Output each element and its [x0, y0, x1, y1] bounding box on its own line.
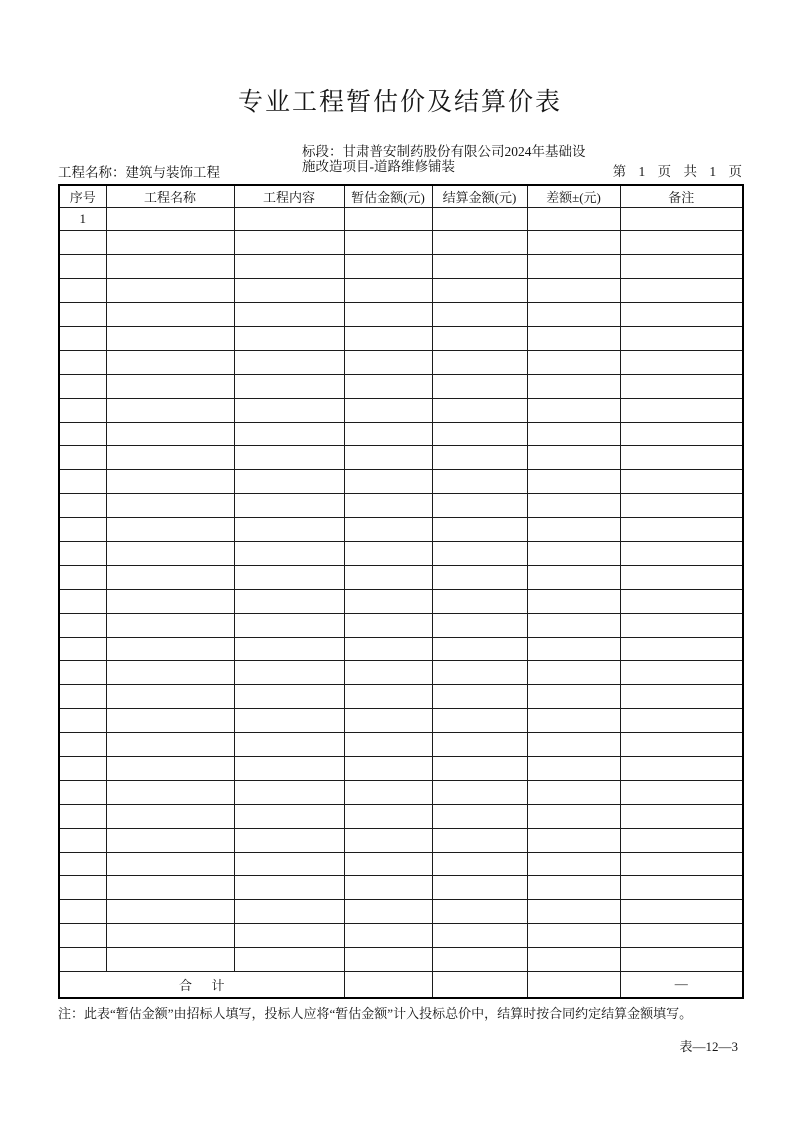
- table-cell: [59, 350, 106, 374]
- column-header-remark: 备注: [620, 185, 743, 207]
- table-row: [59, 303, 743, 327]
- table-cell: [234, 589, 344, 613]
- table-cell: [106, 541, 234, 565]
- table-cell: [432, 924, 527, 948]
- table-row: [59, 733, 743, 757]
- table-row: [59, 326, 743, 350]
- table-cell: [620, 613, 743, 637]
- table-row: [59, 613, 743, 637]
- table-cell: [59, 374, 106, 398]
- table-cell: [344, 470, 432, 494]
- table-cell: [234, 494, 344, 518]
- table-cell: [234, 279, 344, 303]
- table-cell: [527, 255, 620, 279]
- table-cell: [620, 231, 743, 255]
- table-cell: 1: [59, 207, 106, 231]
- table-row: [59, 255, 743, 279]
- table-cell: [106, 948, 234, 972]
- table-cell: [234, 876, 344, 900]
- table-cell: [432, 589, 527, 613]
- table-cell: [620, 924, 743, 948]
- table-cell: [344, 948, 432, 972]
- table-cell: [527, 613, 620, 637]
- table-cell: [620, 303, 743, 327]
- table-row: [59, 852, 743, 876]
- table-cell: [620, 948, 743, 972]
- table-cell: [527, 398, 620, 422]
- table-row: [59, 876, 743, 900]
- table-cell: [106, 494, 234, 518]
- table-footer: [59, 972, 743, 998]
- table-row: [59, 398, 743, 422]
- table-row: [59, 589, 743, 613]
- table-cell: [234, 422, 344, 446]
- table-cell: [59, 613, 106, 637]
- table-cell: [59, 852, 106, 876]
- table-cell: [344, 518, 432, 542]
- table-cell: [527, 279, 620, 303]
- table-cell: [106, 207, 234, 231]
- table-cell: [106, 565, 234, 589]
- total-row: [59, 972, 743, 998]
- table-cell: [234, 948, 344, 972]
- table-cell: [106, 661, 234, 685]
- table-cell: [106, 231, 234, 255]
- table-row: [59, 350, 743, 374]
- table-cell: [620, 494, 743, 518]
- table-row: [59, 948, 743, 972]
- table-cell: [432, 613, 527, 637]
- table-cell: [432, 518, 527, 542]
- column-header-name: 工程名称: [106, 185, 234, 207]
- table-cell: [59, 326, 106, 350]
- table-cell: [59, 876, 106, 900]
- table-cell: [620, 374, 743, 398]
- column-header-settlement: 结算金额(元): [432, 185, 527, 207]
- table-cell: [432, 231, 527, 255]
- table-cell: [527, 756, 620, 780]
- table-cell: [106, 804, 234, 828]
- table-cell: [59, 589, 106, 613]
- table-cell: [620, 780, 743, 804]
- table-cell: [106, 589, 234, 613]
- section-label-line2: 施改造项目-道路维修铺装: [302, 159, 455, 174]
- project-name-label: 工程名称：建筑与装饰工程: [58, 165, 220, 180]
- form-number: 表—12—3: [679, 1039, 738, 1054]
- table-row: [59, 446, 743, 470]
- table-cell: [527, 589, 620, 613]
- table-cell: [527, 924, 620, 948]
- table-cell: [106, 350, 234, 374]
- total-label: 合 计: [59, 972, 344, 998]
- table-cell: [527, 422, 620, 446]
- table-cell: [59, 541, 106, 565]
- table-cell: [527, 685, 620, 709]
- table-cell: [106, 924, 234, 948]
- table-cell: [234, 637, 344, 661]
- table-row: [59, 541, 743, 565]
- table-cell: [106, 422, 234, 446]
- table-cell: [59, 948, 106, 972]
- table-row: [59, 279, 743, 303]
- table-cell: [234, 565, 344, 589]
- table-cell: [620, 565, 743, 589]
- table-cell: [59, 756, 106, 780]
- table-row: [59, 924, 743, 948]
- table-cell: [620, 518, 743, 542]
- page-title: 专业工程暂估价及结算价表: [237, 89, 562, 116]
- table-cell: [106, 255, 234, 279]
- section-label: [302, 144, 602, 174]
- table-cell: [344, 231, 432, 255]
- table-cell: [432, 494, 527, 518]
- table-cell: [234, 255, 344, 279]
- table-cell: [620, 279, 743, 303]
- table-cell: [432, 948, 527, 972]
- table-cell: [234, 231, 344, 255]
- column-header-provisional: 暂估金额(元): [344, 185, 432, 207]
- table-cell: [620, 685, 743, 709]
- table-cell: [620, 470, 743, 494]
- table-cell: [234, 303, 344, 327]
- table-cell: [344, 828, 432, 852]
- table-cell: [106, 470, 234, 494]
- table-header: [59, 185, 743, 207]
- table-cell: [106, 374, 234, 398]
- page-counter: 第 1 页 共 1 页: [612, 164, 742, 179]
- table-row: [59, 518, 743, 542]
- table-cell: [527, 876, 620, 900]
- table-cell: [432, 876, 527, 900]
- table-cell: [234, 350, 344, 374]
- table-row: [59, 637, 743, 661]
- table-cell: [106, 756, 234, 780]
- table-cell: [527, 494, 620, 518]
- table-cell: [234, 756, 344, 780]
- table-cell: [59, 709, 106, 733]
- table-cell: [527, 661, 620, 685]
- table-cell: [59, 398, 106, 422]
- table-cell: [59, 733, 106, 757]
- table-cell: [527, 446, 620, 470]
- table-cell: [527, 733, 620, 757]
- table-cell: [106, 613, 234, 637]
- total-settlement-cell: [432, 972, 527, 998]
- header-row: [59, 185, 743, 207]
- table-cell: [106, 733, 234, 757]
- table-cell: [432, 470, 527, 494]
- table-cell: [527, 303, 620, 327]
- table-cell: [527, 637, 620, 661]
- table-cell: [620, 852, 743, 876]
- table-cell: [344, 422, 432, 446]
- table-cell: [234, 541, 344, 565]
- table-cell: [527, 900, 620, 924]
- table-cell: [344, 350, 432, 374]
- table-cell: [106, 326, 234, 350]
- table-cell: [432, 255, 527, 279]
- table-cell: [432, 733, 527, 757]
- table-cell: [344, 756, 432, 780]
- table-cell: [620, 350, 743, 374]
- table-cell: [59, 637, 106, 661]
- table-cell: [59, 685, 106, 709]
- table-row: [59, 780, 743, 804]
- table-row: [59, 756, 743, 780]
- table-row: [59, 709, 743, 733]
- table-cell: [344, 780, 432, 804]
- table-cell: [432, 279, 527, 303]
- table-cell: [620, 900, 743, 924]
- table-cell: [527, 948, 620, 972]
- table-cell: [432, 446, 527, 470]
- table-cell: [234, 374, 344, 398]
- table-row: [59, 422, 743, 446]
- table-cell: [59, 780, 106, 804]
- table-row: [59, 470, 743, 494]
- table-cell: [59, 255, 106, 279]
- table-cell: [59, 446, 106, 470]
- table-cell: [620, 733, 743, 757]
- table-row: [59, 685, 743, 709]
- table-cell: [234, 613, 344, 637]
- table-cell: [344, 685, 432, 709]
- table-cell: [59, 422, 106, 446]
- table-cell: [106, 637, 234, 661]
- table-cell: [59, 924, 106, 948]
- table-cell: [620, 589, 743, 613]
- table-cell: [432, 756, 527, 780]
- table-cell: [59, 279, 106, 303]
- table-cell: [344, 900, 432, 924]
- total-difference-cell: [527, 972, 620, 998]
- total-provisional-cell: [344, 972, 432, 998]
- table-cell: [432, 709, 527, 733]
- table-cell: [527, 470, 620, 494]
- table-cell: [106, 279, 234, 303]
- table-cell: [344, 446, 432, 470]
- table-cell: [432, 398, 527, 422]
- table-row: [59, 565, 743, 589]
- table-cell: [527, 374, 620, 398]
- table-cell: [234, 852, 344, 876]
- table-cell: [432, 374, 527, 398]
- table-row: [59, 661, 743, 685]
- table-cell: [344, 326, 432, 350]
- table-cell: [106, 828, 234, 852]
- table-cell: [432, 661, 527, 685]
- table-cell: [59, 900, 106, 924]
- table-cell: [59, 518, 106, 542]
- table-cell: [234, 326, 344, 350]
- table-row: [59, 374, 743, 398]
- table-cell: [344, 804, 432, 828]
- table-cell: [106, 685, 234, 709]
- table-cell: [527, 518, 620, 542]
- table-cell: [620, 255, 743, 279]
- table-cell: [234, 207, 344, 231]
- table-cell: [234, 685, 344, 709]
- table-body: [59, 207, 743, 972]
- table-cell: [106, 398, 234, 422]
- table-cell: [234, 398, 344, 422]
- table-cell: [344, 661, 432, 685]
- table-cell: [432, 637, 527, 661]
- table-cell: [432, 828, 527, 852]
- table-cell: [432, 541, 527, 565]
- table-cell: [234, 446, 344, 470]
- section-label-line1: 标段：甘肃普安制药股份有限公司2024年基础设: [302, 144, 586, 159]
- table-cell: [620, 756, 743, 780]
- table-cell: [527, 231, 620, 255]
- table-row: [59, 207, 743, 231]
- table-cell: [106, 709, 234, 733]
- table-cell: [527, 326, 620, 350]
- table-row: [59, 494, 743, 518]
- table-cell: [527, 828, 620, 852]
- table-cell: [106, 780, 234, 804]
- table-cell: [344, 613, 432, 637]
- table-cell: [527, 804, 620, 828]
- table-cell: [234, 900, 344, 924]
- table-cell: [432, 326, 527, 350]
- table-cell: [527, 780, 620, 804]
- table-cell: [344, 279, 432, 303]
- table-cell: [106, 900, 234, 924]
- table-cell: [344, 565, 432, 589]
- table-cell: [432, 804, 527, 828]
- table-cell: [620, 876, 743, 900]
- table-cell: [234, 470, 344, 494]
- table-cell: [620, 398, 743, 422]
- table-cell: [59, 828, 106, 852]
- table-row: [59, 231, 743, 255]
- table-cell: [234, 924, 344, 948]
- table-cell: [59, 303, 106, 327]
- table-cell: [620, 422, 743, 446]
- table-cell: [620, 828, 743, 852]
- table-cell: [432, 852, 527, 876]
- table-cell: [106, 518, 234, 542]
- table-cell: [344, 255, 432, 279]
- table-cell: [620, 661, 743, 685]
- table-cell: [344, 589, 432, 613]
- table-cell: [344, 207, 432, 231]
- table-cell: [620, 446, 743, 470]
- column-header-difference: 差额±(元): [527, 185, 620, 207]
- table-cell: [106, 446, 234, 470]
- table-cell: [344, 876, 432, 900]
- table-cell: [59, 470, 106, 494]
- table-cell: [620, 207, 743, 231]
- table-cell: [620, 709, 743, 733]
- table-cell: [432, 350, 527, 374]
- table-cell: [234, 804, 344, 828]
- table-cell: [527, 541, 620, 565]
- table-cell: [59, 565, 106, 589]
- table-cell: [620, 541, 743, 565]
- form-table: [58, 184, 744, 999]
- table-cell: [432, 422, 527, 446]
- table-cell: [620, 804, 743, 828]
- table-cell: [344, 494, 432, 518]
- table-cell: [344, 374, 432, 398]
- table-cell: [432, 780, 527, 804]
- table-cell: [344, 303, 432, 327]
- table-cell: [527, 565, 620, 589]
- table-row: [59, 828, 743, 852]
- table-cell: [620, 637, 743, 661]
- table-cell: [527, 709, 620, 733]
- table-cell: [234, 518, 344, 542]
- column-header-seq: 序号: [59, 185, 106, 207]
- table-cell: [234, 733, 344, 757]
- table-cell: [432, 900, 527, 924]
- table-cell: [344, 733, 432, 757]
- table-cell: [59, 494, 106, 518]
- table-cell: [432, 685, 527, 709]
- table-cell: [432, 565, 527, 589]
- table-cell: [234, 780, 344, 804]
- table-cell: [432, 207, 527, 231]
- table-cell: [106, 303, 234, 327]
- table-cell: [234, 828, 344, 852]
- table-row: [59, 900, 743, 924]
- column-header-content: 工程内容: [234, 185, 344, 207]
- table-cell: [432, 303, 527, 327]
- table-row: [59, 804, 743, 828]
- table-cell: [106, 852, 234, 876]
- footnote: 注：此表“暂估金额”由招标人填写，投标人应将“暂估金额”计入投标总价中，结算时按合同约定结算金额填写。: [58, 1006, 693, 1021]
- table-cell: [344, 709, 432, 733]
- table-cell: [59, 661, 106, 685]
- table-cell: [59, 804, 106, 828]
- table-cell: [527, 207, 620, 231]
- table-cell: [106, 876, 234, 900]
- table-cell: [234, 661, 344, 685]
- table-cell: [344, 852, 432, 876]
- table-cell: [344, 924, 432, 948]
- total-remark-dash: —: [620, 972, 743, 998]
- table-cell: [527, 852, 620, 876]
- table-cell: [344, 637, 432, 661]
- table-cell: [620, 326, 743, 350]
- table-cell: [59, 231, 106, 255]
- table-cell: [344, 541, 432, 565]
- table-cell: [234, 709, 344, 733]
- table-cell: [527, 350, 620, 374]
- table-cell: [344, 398, 432, 422]
